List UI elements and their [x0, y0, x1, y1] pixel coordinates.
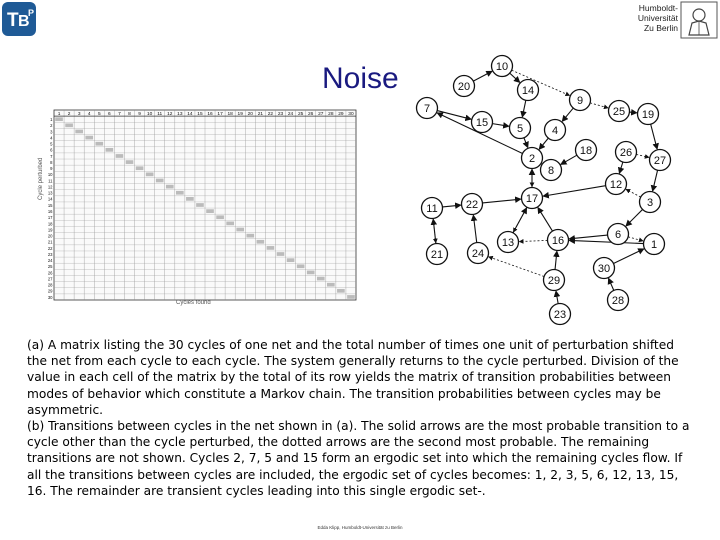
matrix-column-header: 27 — [318, 111, 324, 117]
cycle-node-label: 16 — [551, 235, 565, 247]
matrix-row-header: 17 — [47, 215, 53, 221]
cycle-node-label: 17 — [525, 193, 539, 205]
solid-transition-arrow — [569, 235, 607, 239]
matrix-column-header: 19 — [237, 111, 243, 117]
matrix-diagonal-cell — [85, 136, 93, 140]
university-line: Universität — [637, 13, 678, 23]
matrix-diagonal-cell — [196, 203, 204, 207]
solid-transition-arrow — [626, 209, 642, 225]
matrix-row-header: 3 — [50, 129, 53, 135]
matrix-row-header: 14 — [47, 196, 53, 202]
university-seal-icon — [680, 1, 718, 39]
solid-transition-arrow — [629, 112, 636, 113]
cycle-node-label: 13 — [501, 237, 515, 249]
dotted-transition-arrow — [590, 103, 608, 108]
cycle-node-label: 3 — [646, 197, 654, 209]
matrix-column-header: 21 — [257, 111, 264, 117]
matrix-column-header: 8 — [128, 111, 131, 117]
university-line: Humboldt- — [638, 3, 678, 13]
solid-transition-arrow — [473, 215, 476, 242]
matrix-column-header: 30 — [348, 111, 354, 117]
matrix-diagonal-cell — [186, 197, 194, 201]
cycle-node-label: 11 — [426, 203, 438, 215]
matrix-diagonal-cell — [216, 215, 224, 219]
matrix-column-header: 15 — [197, 111, 203, 117]
matrix-row-header: 7 — [50, 153, 53, 159]
matrix-row-header: 15 — [47, 202, 53, 208]
matrix-column-header: 20 — [247, 111, 253, 117]
slide-title: Noise — [322, 62, 399, 95]
matrix-diagonal-cell — [257, 240, 265, 244]
matrix-diagonal-cell — [106, 148, 114, 152]
matrix-column-header: 17 — [217, 111, 223, 117]
matrix-column-header: 13 — [177, 111, 183, 117]
matrix-column-header: 11 — [157, 111, 163, 117]
matrix-diagonal-cell — [347, 295, 355, 299]
solid-transition-arrow — [556, 291, 558, 303]
svg-text:T: T — [7, 10, 19, 31]
caption-paragraph-a: (a) A matrix listing the 30 cycles of one net and the total number of times one unit of perturbation shifted the net from each cycle to each cycle. The system generally returns to the cycle perturbed. Division of the value in each cell of the matrix by the total of its row yields the matrix of transition probabilities between modes of behavior which constitute a Markov chain. The transition probabilities between cycles may be asymmetric. — [27, 338, 679, 417]
matrix-diagonal-cell — [236, 228, 244, 232]
solid-transition-arrow — [492, 124, 508, 127]
matrix-row-header: 2 — [50, 123, 53, 129]
dotted-transition-arrow — [519, 240, 547, 241]
matrix-column-header: 22 — [267, 111, 274, 117]
matrix-row-header: 11 — [48, 178, 53, 184]
matrix-row-header: 20 — [47, 233, 53, 239]
dotted-transition-arrow — [628, 237, 643, 241]
matrix-row-header: 13 — [47, 190, 53, 196]
solid-transition-arrow — [473, 71, 492, 81]
cycle-node-label: 6 — [614, 229, 622, 241]
matrix-diagonal-cell — [126, 160, 134, 164]
cycle-node-label: 24 — [471, 248, 485, 260]
cycle-node-label: 14 — [521, 85, 535, 97]
solid-transition-arrow — [653, 170, 658, 191]
cycle-node-label: 22 — [465, 199, 479, 211]
matrix-column-axis-label: Cycles found — [176, 300, 211, 306]
matrix-row-header: 6 — [50, 147, 53, 153]
matrix-row-axis-label: Cycle perturbed — [38, 157, 44, 200]
matrix-diagonal-cell — [156, 179, 164, 183]
transition-count-matrix — [44, 108, 360, 308]
caption-paragraph-b: (b) Transitions between cycles in the net shown in (a). The solid arrows are the most probable transition to a cycle other than the cycle perturbed, the dotted arrows are the second most probable. The remaining transitions are not shown. Cycles 2, 7, 5 and 15 form an ergodic set into which the remaining cycles flow. If all the transitions between cycles are included, the ergodic set of cycles becomes: 1, 2, 3, 5, 6, 12, 13, 15, 16. The remainder are transient cycles leading into this single ergodic set-. — [27, 419, 690, 498]
cycle-node-label: 12 — [609, 179, 623, 191]
solid-transition-arrow — [619, 162, 622, 173]
solid-transition-arrow — [510, 73, 520, 82]
matrix-row-header: 22 — [47, 245, 53, 251]
matrix-column-header: 9 — [138, 111, 141, 117]
matrix-column-header: 18 — [227, 111, 233, 117]
cycle-node-label: 10 — [495, 61, 509, 73]
matrix-diagonal-cell — [307, 271, 315, 275]
matrix-column-header: 16 — [207, 111, 213, 117]
matrix-row-header: 16 — [47, 208, 53, 214]
matrix-diagonal-cell — [226, 222, 234, 226]
matrix-row-header: 18 — [47, 221, 53, 227]
matrix-column-header: 5 — [97, 111, 101, 117]
matrix-row-header: 1 — [50, 117, 53, 123]
svg-text:B: B — [18, 13, 30, 30]
matrix-diagonal-cell — [267, 246, 275, 250]
solid-transition-arrow — [539, 138, 548, 149]
cycle-node-label: 8 — [547, 165, 555, 177]
solid-transition-arrow — [569, 240, 643, 243]
matrix-row-header: 29 — [47, 288, 53, 294]
cycle-node-label: 29 — [547, 275, 561, 287]
matrix-column-header: 26 — [308, 111, 314, 117]
dotted-transition-arrow — [636, 154, 649, 157]
cycle-node-label: 9 — [576, 95, 584, 107]
matrix-row-header: 4 — [50, 135, 53, 141]
solid-transition-arrow — [561, 155, 577, 164]
matrix-row-header: 19 — [47, 227, 53, 233]
cycle-node-label: 23 — [553, 309, 567, 321]
matrix-row-header: 9 — [50, 166, 53, 172]
cycle-node-label: 1 — [650, 239, 658, 251]
matrix-column-header: 10 — [146, 111, 153, 117]
matrix-diagonal-cell — [246, 234, 254, 238]
matrix-diagonal-cell — [95, 142, 103, 146]
matrix-column-header: 24 — [287, 111, 294, 117]
matrix-row-header: 26 — [47, 270, 53, 276]
matrix-row-header: 23 — [47, 251, 53, 257]
matrix-column-header: 3 — [77, 111, 81, 117]
cycle-node-label: 4 — [551, 125, 559, 137]
solid-transition-arrow — [555, 251, 557, 269]
matrix-diagonal-cell — [116, 154, 124, 158]
matrix-diagonal-cell — [277, 252, 285, 256]
matrix-row-header: 8 — [50, 159, 53, 165]
solid-transition-arrow — [482, 199, 520, 203]
matrix-diagonal-cell — [287, 258, 295, 262]
solid-transition-arrow — [522, 100, 525, 116]
cycle-node-label: 28 — [611, 295, 625, 307]
matrix-diagonal-cell — [206, 209, 214, 213]
matrix-column-header: 4 — [87, 111, 91, 117]
matrix-column-header: 12 — [167, 111, 173, 117]
matrix-row-header: 27 — [47, 276, 53, 282]
cycle-node-label: 5 — [516, 123, 524, 135]
solid-transition-arrow — [562, 108, 573, 121]
matrix-column-header: 1 — [57, 111, 61, 117]
matrix-column-header: 25 — [297, 111, 304, 117]
cycle-node-label: 2 — [528, 153, 536, 165]
cycle-transition-network — [410, 48, 718, 328]
university-line: Zu Berlin — [643, 23, 678, 33]
solid-transition-arrow — [609, 279, 614, 291]
matrix-diagonal-cell — [176, 191, 184, 195]
matrix-row-header: 10 — [47, 172, 53, 178]
solid-transition-arrow — [613, 249, 643, 263]
cycle-node-label: 20 — [457, 81, 471, 93]
matrix-diagonal-cell — [337, 289, 345, 293]
dotted-transition-arrow — [626, 189, 641, 197]
matrix-diagonal-cell — [65, 123, 73, 127]
cycle-node-label: 26 — [619, 147, 633, 159]
solid-transition-arrow — [538, 208, 552, 231]
dotted-transition-arrow — [489, 257, 544, 277]
matrix-column-header: 6 — [108, 111, 111, 117]
solid-transition-arrow — [442, 205, 460, 207]
matrix-diagonal-cell — [327, 283, 335, 287]
cycle-node-label: 19 — [641, 109, 655, 121]
matrix-column-header: 7 — [118, 111, 121, 117]
matrix-column-header: 28 — [328, 111, 334, 117]
matrix-diagonal-cell — [75, 130, 83, 134]
matrix-diagonal-cell — [317, 277, 325, 281]
cycle-node-label: 18 — [579, 145, 593, 157]
matrix-row-header: 30 — [47, 294, 53, 300]
footer-credit: Edda Klipp, Humboldt-Universität zu Berlin — [317, 525, 403, 530]
solid-transition-arrow — [524, 138, 528, 148]
cycle-node-label: 15 — [475, 117, 489, 129]
matrix-column-header: 23 — [277, 111, 284, 117]
cycle-node-label: 27 — [653, 155, 667, 167]
matrix-column-header: 2 — [67, 111, 71, 117]
matrix-column-header: 29 — [338, 111, 344, 117]
matrix-row-header: 28 — [47, 282, 53, 288]
matrix-row-header: 21 — [47, 239, 53, 245]
university-name — [588, 3, 678, 33]
cycle-node-label: 25 — [612, 106, 626, 118]
figure-caption — [27, 337, 697, 499]
cycle-node-label: 30 — [597, 263, 611, 275]
matrix-diagonal-cell — [297, 264, 305, 268]
matrix-column-header: 14 — [187, 111, 193, 117]
matrix-row-header: 25 — [47, 264, 53, 270]
matrix-diagonal-cell — [136, 166, 144, 170]
matrix-diagonal-cell — [55, 117, 63, 121]
tbp-logo-icon — [2, 2, 36, 36]
solid-transition-arrow — [543, 186, 605, 196]
matrix-row-header: 12 — [47, 184, 53, 190]
matrix-diagonal-cell — [166, 185, 174, 189]
svg-text:P: P — [28, 8, 35, 18]
solid-transition-arrow — [651, 124, 657, 149]
matrix-row-header: 5 — [50, 141, 53, 147]
matrix-diagonal-cell — [146, 172, 154, 176]
cycle-node-label: 21 — [430, 249, 444, 261]
cycle-node-label: 7 — [423, 103, 431, 115]
matrix-row-header: 24 — [47, 258, 53, 264]
